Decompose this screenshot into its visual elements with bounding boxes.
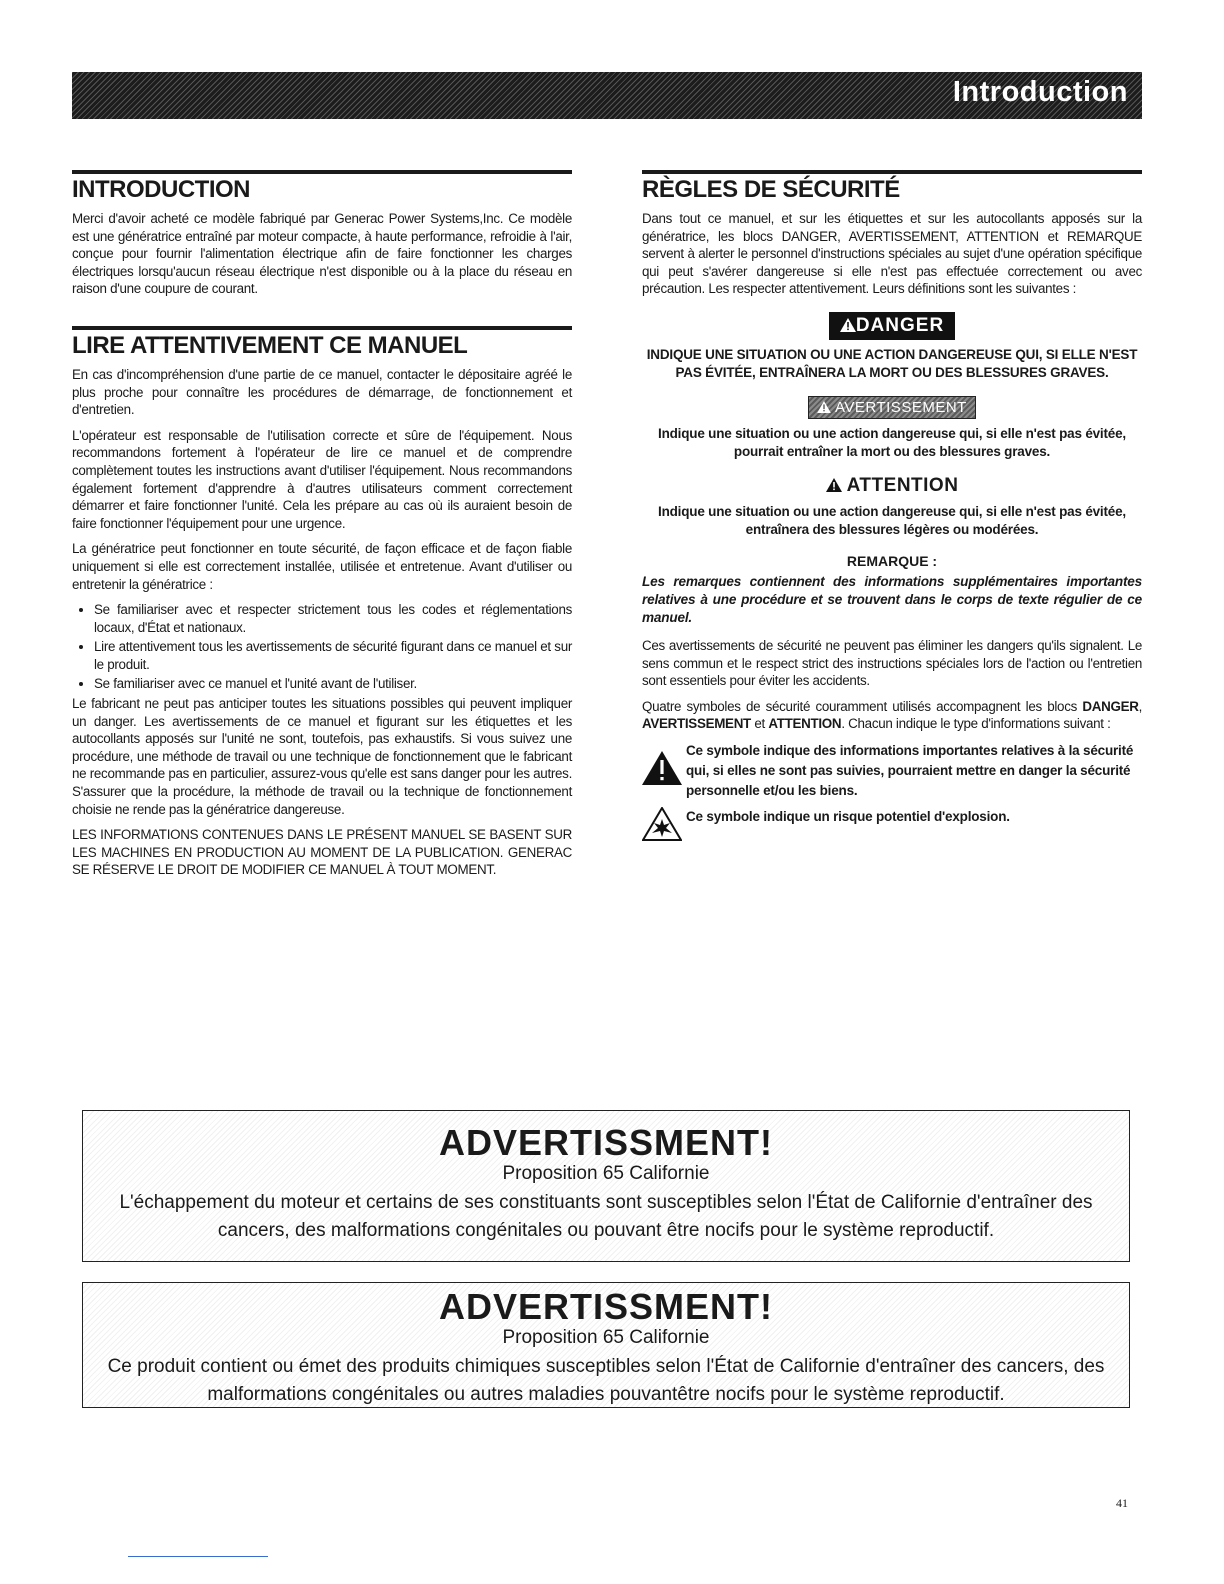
symbols-sep-2: et <box>750 716 769 732</box>
attention-block <box>642 475 1142 539</box>
danger-label <box>829 312 955 340</box>
danger-text: INDIQUE UNE SITUATION OU UNE ACTION DANGEREUSE QUI, SI ELLE N'EST PAS ÉVITÉE, ENTRAÎNERA LA MORT OU DES BLESSURES GRAVES. <box>646 346 1138 380</box>
attention-label-text: ATTENTION <box>846 474 959 496</box>
banner-title: Introduction <box>952 76 1128 108</box>
box-subtitle: Proposition 65 Californie <box>502 1327 710 1348</box>
box-title: ADVERTISSMENT! <box>438 1286 773 1327</box>
remark-text: Les remarques contiennent des informations supplémentaires importantes relatives à une procédure et se trouvent dans le corps de texte régulier de ce manuel. <box>642 573 1142 625</box>
box-text: L'échappement du moteur et certains de ses constituants sont susceptibles selon l'État de Californie d'entraîner des cancers, des malformations congénitales ou pouvant être nocifs pour le système reproductif. <box>119 1192 1093 1241</box>
manual-paragraph-4: Le fabricant ne peut pas anticiper toutes les situations possibles qui peuvent impliquer un danger. Les avertissements de ce manuel et figurant sur les étiquettes et les autocollants apposés sur l'unité ne sont, toutefois, pas exhaustifs. Si vous suivez une procédure, une méthode de travail ou une technique de fonctionnement que le fabricant ne recommande pas en particulier, assurez-vous qu'elle est sans danger pour les autres. S'assurer que la procédure, la méthode de travail ou la technique de fonctionnement choisie ne rende pas la génératrice dangereuse. <box>72 696 572 817</box>
warning-label <box>808 396 976 419</box>
page-number: 41 <box>1116 1496 1128 1510</box>
symbol2-text: Ce symbole indique un risque potentiel d'explosion. <box>686 808 1010 824</box>
manual-paragraph-2: L'opérateur est responsable de l'utilisation correcte et sûre de l'équipement. Nous recommandons fortement à l'opérateur de lire ce manuel et de comprendre complètement toutes les instructions avant d'utiliser l'équipement. Nous recommandons également fortement d'apprendre à d'autres utilisateurs comment correctement démarrer et faire fonctionner l'unité. Cela les prépare au cas où ils auraient besoin de faire fonctionner l'équipement pour une urgence. <box>72 427 572 531</box>
manual-paragraph-3: La génératrice peut fonctionner en toute sécurité, de façon efficace et de façon fiable uniquement si elle est correctement installée, utilisée et entretenue. Avant d'utiliser ou entretenir la génératrice : <box>72 541 572 592</box>
box-subtitle: Proposition 65 Californie <box>502 1163 710 1184</box>
safety-alert-icon <box>642 751 686 790</box>
attention-label <box>826 475 959 497</box>
manual-paragraph-1: En cas d'incompréhension d'une partie de ce manuel, contacter le dépositaire agréé le plus proche pour connaître les procédures de démarrage, de fonctionnement et d'entretien. <box>72 366 572 418</box>
symbols-text-c: . Chacun indique le type d'informations suivant : <box>841 716 1111 732</box>
attention-text: Indique une situation ou une action dangereuse qui, si elle n'est pas évitée, entraînera des blessures légères ou modérées. <box>658 503 1126 537</box>
warning-triangle-icon <box>840 318 856 332</box>
symbols-sep-1: , <box>1138 698 1142 714</box>
list-item: • Se familiariser avec ce manuel et l'unité avant de l'utiliser. <box>94 675 572 693</box>
safety-paragraph-after: Ces avertissements de sécurité ne peuvent pas éliminer les dangers qu'ils signalent. Le sens commun et le respect strict des instructions spéciales lors de l'action ou l'entretien sont essentiels pour éviter les accidents. <box>642 637 1142 689</box>
box-title: ADVERTISSMENT! <box>438 1122 773 1163</box>
box-text: Ce produit contient ou émet des produits chimiques susceptibles selon l'État de Californie d'entraîner des cancers, des malformations congénitales ou autres maladies pouvantêtre nocifs pour le système reproductif. <box>107 1356 1105 1405</box>
left-column <box>72 170 572 887</box>
symbols-text-a: Quatre symboles de sécurité couramment utilisés accompagnent les blocs <box>642 698 1083 714</box>
symbol1-text: Ce symbole indique des informations importantes relatives à la sécurité qui, si elles ne sont pas suivies, pourraient mettre en danger la sécurité personnelle et/ou les biens. <box>686 742 1134 798</box>
explosion-icon <box>642 807 686 846</box>
symbol-row-explosion <box>642 807 1142 846</box>
footer-rule <box>128 1556 268 1557</box>
manual-heading: LIRE ATTENTIVEMENT CE MANUEL <box>72 326 572 360</box>
remark-label: REMARQUE : <box>846 552 938 569</box>
prop65-warning-box-1 <box>82 1110 1130 1262</box>
list-item: • Se familiariser avec et respecter strictement tous les codes et réglementations locaux, d'État et nationaux. <box>94 601 572 636</box>
intro-heading: INTRODUCTION <box>72 170 572 204</box>
warning-label-text: AVERTISSEMENT <box>835 398 967 416</box>
symbols-danger-word: DANGER <box>1082 698 1139 714</box>
danger-label-text: DANGER <box>855 314 945 336</box>
safety-intro-paragraph: Dans tout ce manuel, et sur les étiquettes et sur les autocollants apposés sur la génératrice, les blocs DANGER, AVERTISSEMENT, ATTENTION et REMARQUE servent à alerter le personnel d'instructions spéciales au sujet d'une opération spécifique qui peut s'avérer dangereuse si elle n'est pas effectuée correctement ou avec précaution. Les respecter attentivement. Leurs définitions sont les suivantes : <box>642 211 1142 297</box>
symbol-row-safety <box>642 741 1142 801</box>
symbols-attention-word: ATTENTION <box>768 716 842 732</box>
safety-heading: RÈGLES DE SÉCURITÉ <box>642 170 1142 204</box>
symbols-paragraph <box>642 698 1142 733</box>
intro-paragraph: Merci d'avoir acheté ce modèle fabriqué par Generac Power Systems,Inc. Ce modèle est une génératrice entraîné par moteur compacte, à haute performance, refroidie à l'air, conçue pour fournir l'alimentation électrique afin de faire fonctionner les charges électriques lorsqu'aucun réseau électrique n'est disponible ou à la place du réseau en raison d'une coupure de courant. <box>72 211 572 297</box>
manual-bullet-list <box>72 601 572 693</box>
prop65-warning-box-2 <box>82 1282 1130 1408</box>
danger-block <box>642 312 1142 382</box>
manual-paragraph-5: LES INFORMATIONS CONTENUES DANS LE PRÉSENT MANUEL SE BASENT SUR LES MACHINES EN PRODUCTION AU MOMENT DE LA PUBLICATION. GENERAC SE RÉSERVE LE DROIT DE MODIFIER CE MANUEL À TOUT MOMENT. <box>72 827 572 878</box>
list-item: • Lire attentivement tous les avertissements de sécurité figurant dans ce manuel et sur le produit. <box>94 638 572 673</box>
symbols-warning-word: AVERTISSEMENT <box>642 716 751 732</box>
warning-text: Indique une situation ou une action dangereuse qui, si elle n'est pas évitée, pourrait entraîner la mort ou des blessures graves. <box>658 425 1126 459</box>
section-banner <box>72 72 1142 119</box>
warning-triangle-icon <box>826 478 842 492</box>
warning-block <box>642 396 1142 461</box>
right-column <box>642 170 1142 850</box>
warning-triangle-icon <box>817 401 831 413</box>
